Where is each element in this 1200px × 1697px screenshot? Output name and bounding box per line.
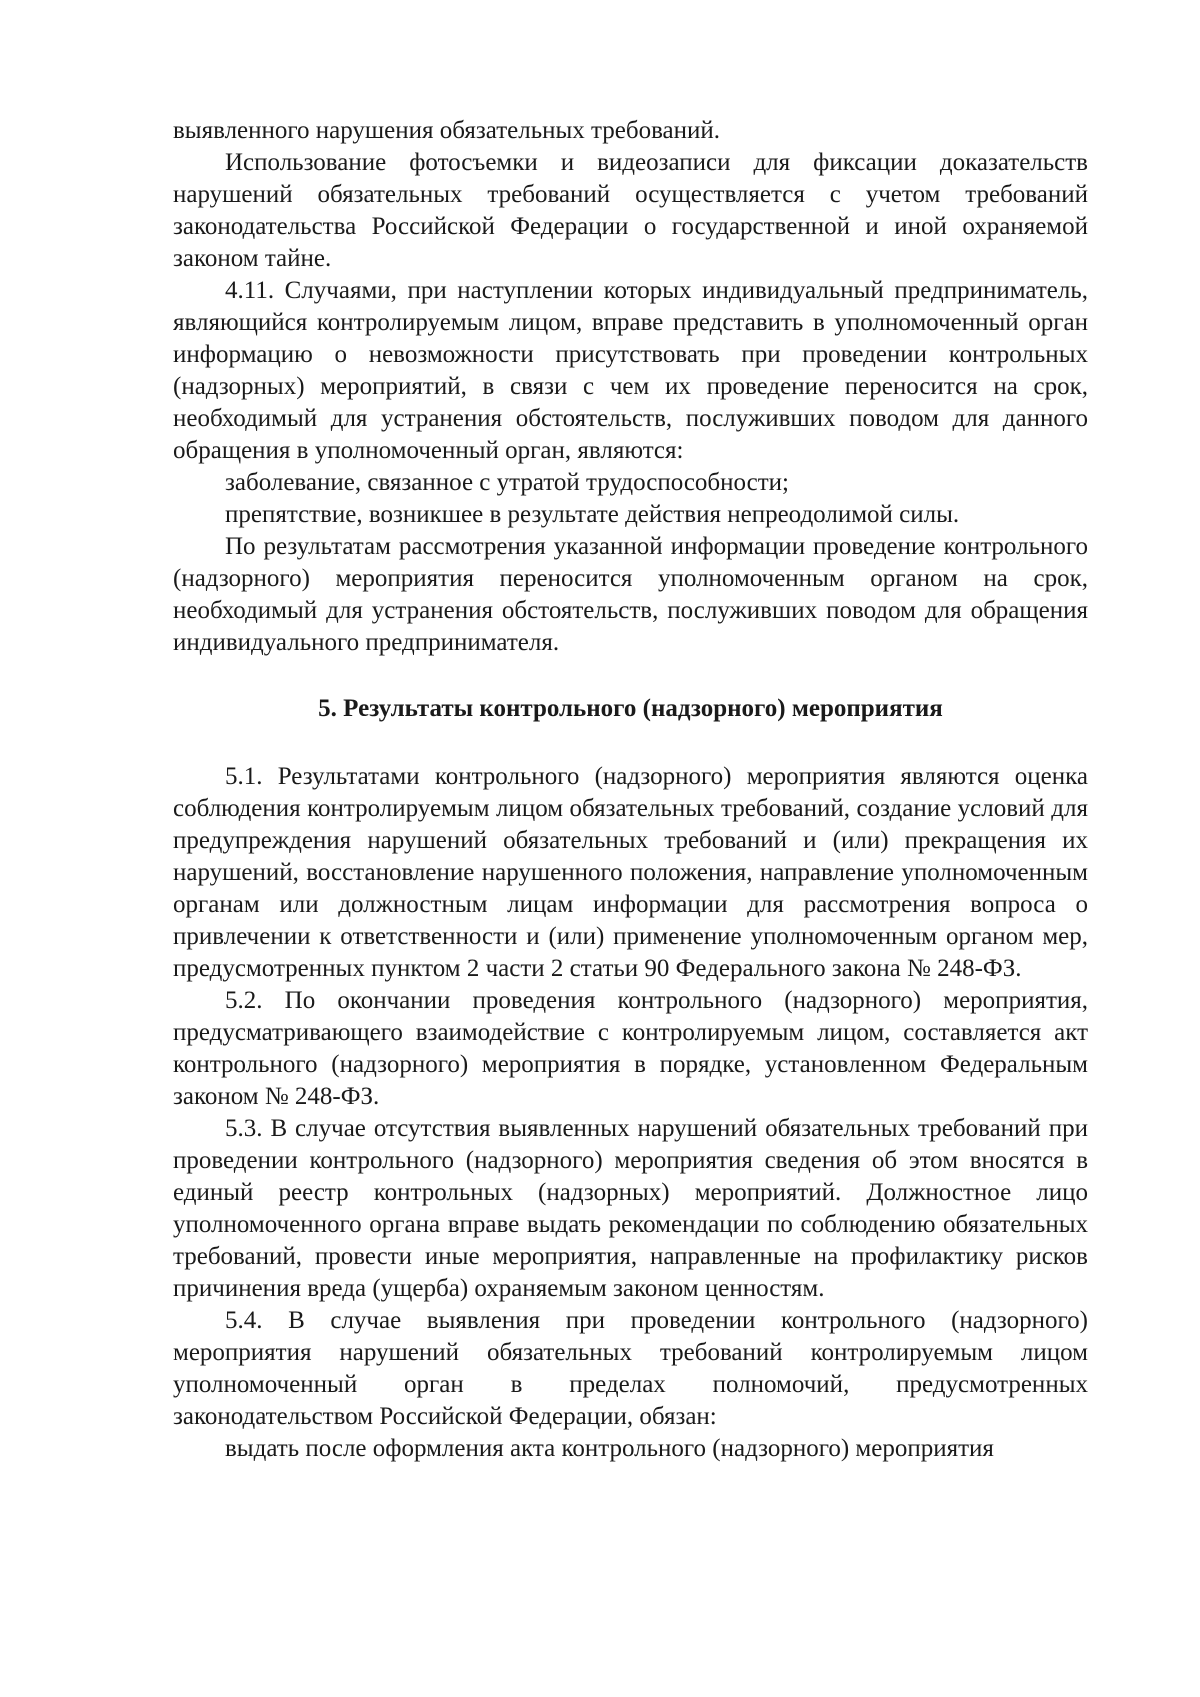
section-heading: 5. Результаты контрольного (надзорного) мероприятия — [318, 695, 943, 722]
paragraph-5-1: 5.1. Результатами контрольного (надзорного) мероприятия являются оценка соблюдения контролируемым лицом обязательных требований, создание условий для предупреждения нарушений обязательных требований и (или) прекращения их нарушений, восстановление нарушенного положения, направление уполномоченным органам или должностным лицам информации для рассмотрения вопроса о привлечении к ответственности и (или) применение уполномоченным органом мер, предусмотренных пунктом 2 части 2 статьи 90 Федерального закона № 248-ФЗ. — [173, 763, 1088, 982]
paragraph-4-11: 4.11. Случаями, при наступлении которых индивидуальный предприниматель, являющийся контролируемым лицом, вправе представить в уполномоченный орган информацию о невозможности присутствовать при проведении контрольных (надзорных) мероприятий, в связи с чем их проведение переносится на срок, необходимый для устранения обстоятельств, послуживших поводом для данного обращения в уполномоченный орган, являются: — [173, 277, 1088, 464]
paragraph-illness: заболевание, связанное с утратой трудоспособности; — [225, 469, 789, 496]
paragraph-5-4: 5.4. В случае выявления при проведении контрольного (надзорного) мероприятия нарушений обязательных требований контролируемым лицом уполномоченный орган в пределах полномочий, предусмотренных законодательством Российской Федерации, обязан: — [173, 1307, 1088, 1430]
paragraph-issue-order: выдать после оформления акта контрольного (надзорного) мероприятия — [225, 1435, 994, 1462]
paragraph-5-3: 5.3. В случае отсутствия выявленных нарушений обязательных требований при проведении контрольного (надзорного) мероприятия сведения об этом вносятся в единый реестр контрольных (надзорных) мероприятий. Должностное лицо уполномоченного органа вправе выдать рекомендации по соблюдению обязательных требований, провести иные мероприятия, направленные на профилактику рисков причинения вреда (ущерба) охраняемым законом ценностям. — [173, 1115, 1088, 1302]
paragraph-force-majeure: препятствие, возникшее в результате действия непреодолимой силы. — [225, 501, 960, 528]
paragraph-continuation: выявленного нарушения обязательных требований. — [173, 117, 721, 144]
paragraph-5-2: 5.2. По окончании проведения контрольного (надзорного) мероприятия, предусматривающего взаимодействие с контролируемым лицом, составляется акт контрольного (надзорного) мероприятия в порядке, установленном Федеральным законом № 248-ФЗ. — [173, 987, 1088, 1110]
paragraph-photo-video: Использование фотосъемки и видеозаписи для фиксации доказательств нарушений обязательных требований осуществляется с учетом требований законодательства Российской Федерации о государственной и иной охраняемой законом тайне. — [173, 149, 1088, 272]
paragraph-postponement: По результатам рассмотрения указанной информации проведение контрольного (надзорного) мероприятия переносится уполномоченным органом на срок, необходимый для устранения обстоятельств, послуживших поводом для обращения индивидуального предпринимателя. — [173, 533, 1088, 656]
